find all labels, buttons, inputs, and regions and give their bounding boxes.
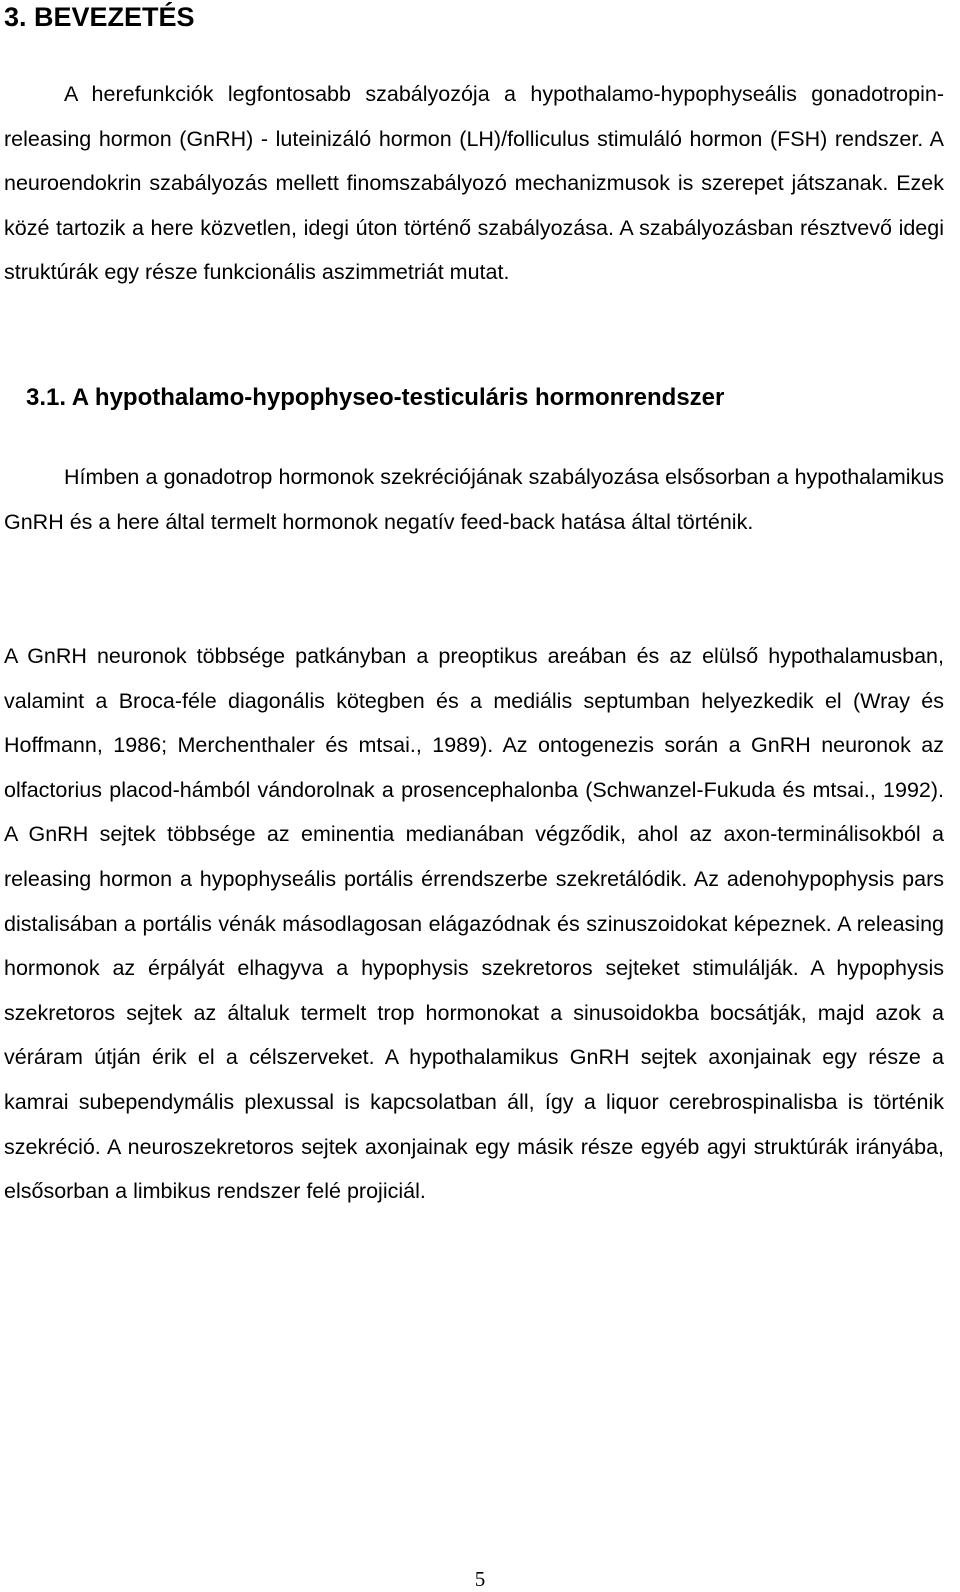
intro-paragraph: A herefunkciók legfontosabb szabályozója a hypothalamo-hypophyseális gonadotropin-releasing hormon (GnRH) - luteinizáló hormon (LH)/folliculus stimuláló hormon (FSH) rendszer. A neuroendokrin szabályozás mellett finomszabályozó mechanizmusok is szerepet játszanak. Ezek közé tartozik a here közvetlen, idegi úton történő szabályozása. A szabályozásban résztvevő idegi struktúrák egy része funkcionális aszimmetriát mutat. [4,82,944,285]
chapter-title: 3. BEVEZETÉS [4,2,195,32]
page-number: 5 [474,1567,486,1591]
section-paragraph-2: A GnRH neuronok többsége patkányban a preoptikus areában és az elülső hypothalamusban, valamint a Broca-féle diagonális kötegben és a mediális septumban helyezkedik el (Wray és Hoffmann, 1986; Merchenthaler és mtsai., 1989). Az ontogenezis során a GnRH neuronok az olfactorius placod-hámból vándorolnak a prosencephalonba (Schwanzel-Fukuda és mtsai., 1992). A GnRH sejtek többsége az eminentia medianában végződik, ahol az axon-terminálisokból a releasing hormon a hypophyseális portális érrendszerbe szekretálódik. Az adenohypophysis pars distalisában a portális vénák másodlagosan elágazódnak és szinuszoidokat képeznek. A releasing hormonok az érpályát elhagyva a hypophysis szekretoros sejteket stimulálják. A hypophysis szekretoros sejtek az általuk termelt trop hormonokat a sinusoidokba bocsátják, majd azok a véráram útján érik el a célszerveket. A hypothalamikus GnRH sejtek axonjainak egy része a kamrai subependymális plexussal is kapcsolatban áll, így a liquor cerebrospinalisba is történik szekréció. A neuroszekretoros sejtek axonjainak egy másik része egyéb agyi struktúrák irányába, elsősorban a limbikus rendszer felé projiciál. [4,644,944,1204]
section-title: 3.1. A hypothalamo-hypophyseo-testiculáris hormonrendszer [26,384,725,411]
section-paragraph-1: Hímben a gonadotrop hormonok szekréciójának szabályozása elsősorban a hypothalamikus GnRH és a here által termelt hormonok negatív feed-back hatása által történik. [4,465,944,534]
